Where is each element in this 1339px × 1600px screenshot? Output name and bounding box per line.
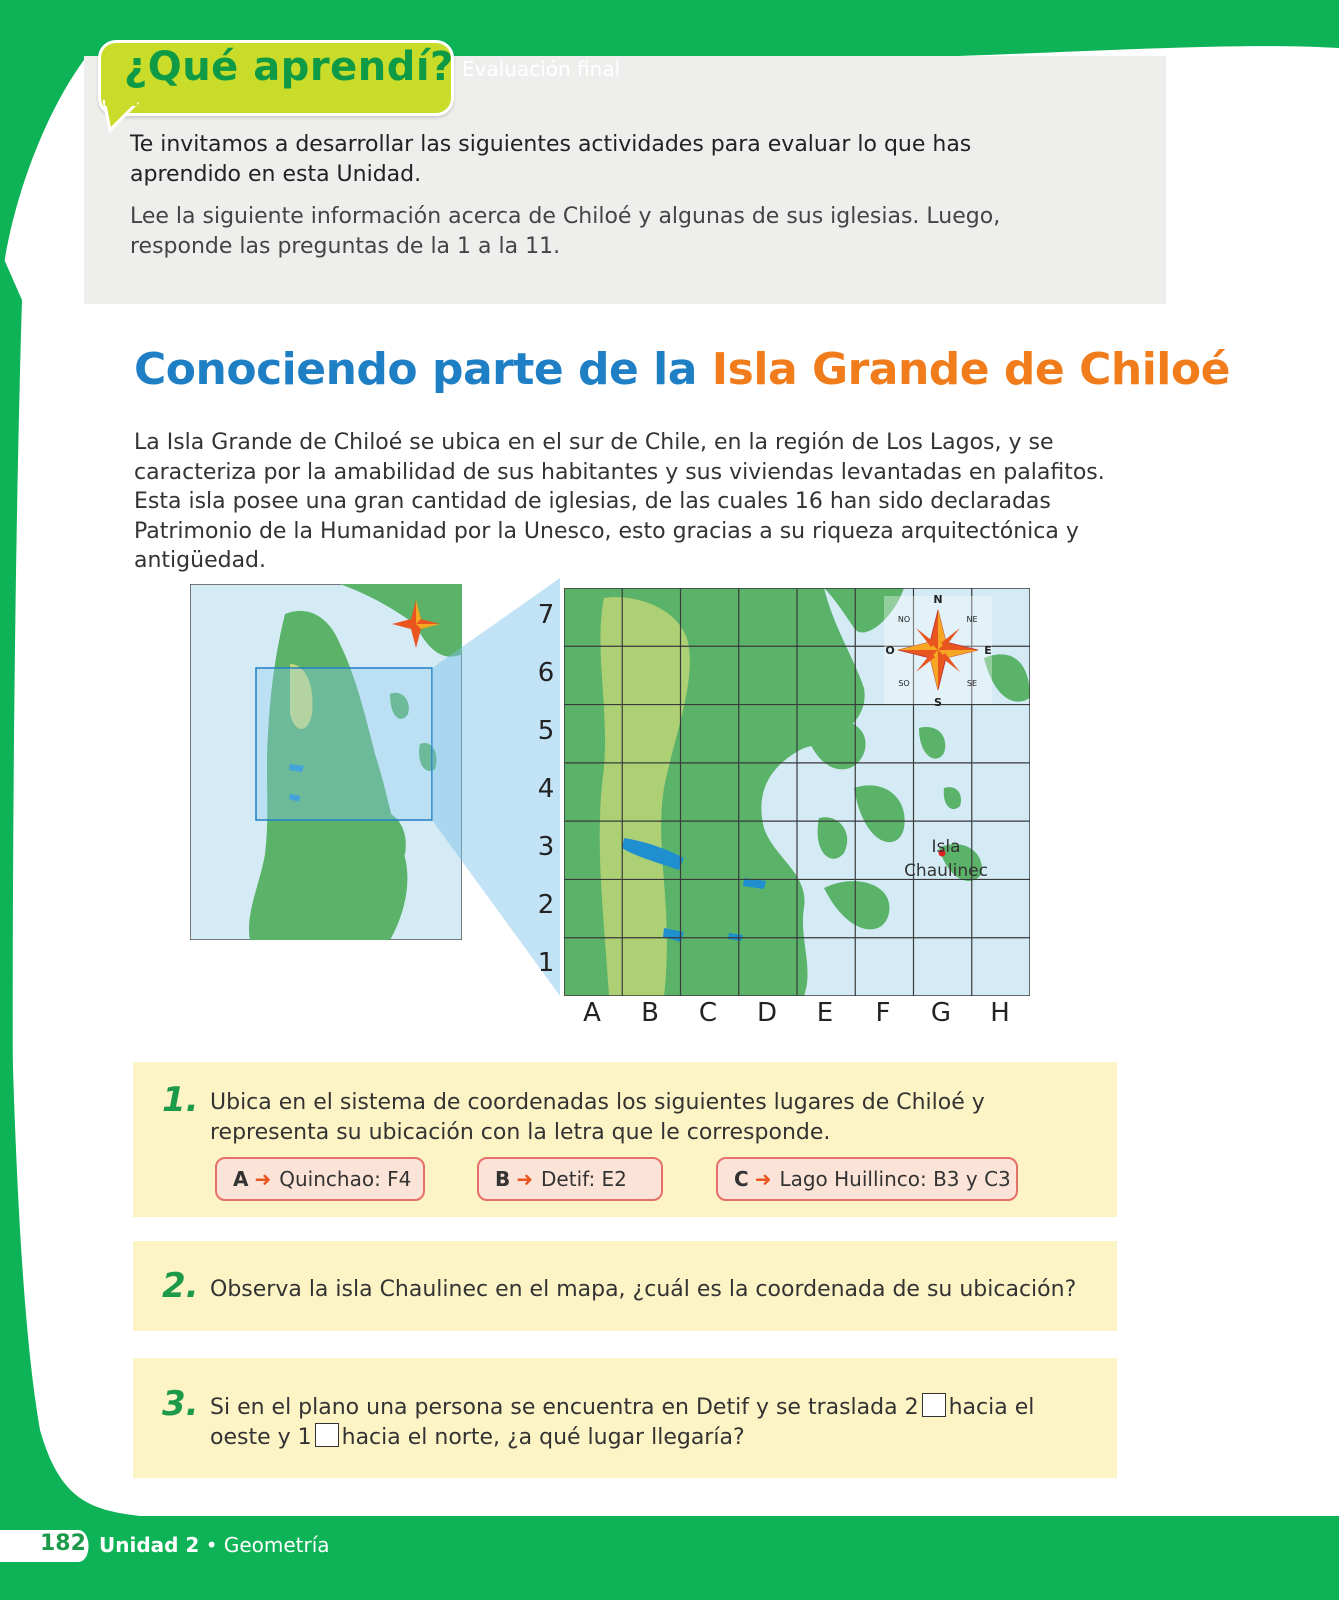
- chip-b: [477, 1157, 663, 1201]
- page-number: 182: [40, 1531, 86, 1556]
- col-label-d: D: [756, 998, 778, 1028]
- grid-map: [564, 588, 1030, 996]
- row-label-7: 7: [537, 600, 555, 630]
- question-3-text-a: Si en el plano una persona se encuentra en Detif y se traslada 2: [210, 1395, 919, 1420]
- chip-b-letter: B: [495, 1167, 511, 1191]
- svg-text:SE: SE: [966, 679, 978, 688]
- svg-text:O: O: [885, 644, 895, 657]
- section-title-part1: Conociendo parte de la: [134, 344, 697, 395]
- row-label-2: 2: [537, 890, 555, 920]
- svg-text:NE: NE: [966, 615, 978, 624]
- overview-map: [190, 584, 462, 940]
- chip-a-label: Quinchao: F4: [279, 1167, 412, 1191]
- island-label-line2: Chaulinec: [904, 861, 988, 881]
- col-label-b: B: [641, 998, 659, 1028]
- question-3-text-c: oeste y 1: [210, 1425, 312, 1450]
- section-title-part2: Isla Grande de Chiloé: [711, 344, 1230, 395]
- svg-text:SO: SO: [898, 679, 910, 688]
- intro-text-1: Te invitamos a desarrollar las siguientes actividades para evaluar lo que has aprendido en esta Unidad.: [130, 132, 972, 187]
- chip-a: [215, 1157, 425, 1201]
- svg-text:E: E: [984, 644, 992, 657]
- arrow-right-icon: ➜: [516, 1167, 534, 1191]
- col-label-c: C: [698, 998, 718, 1028]
- col-label-g: G: [930, 998, 952, 1028]
- footer-topic: Geometría: [223, 1533, 330, 1557]
- square-unit-icon: [315, 1423, 339, 1447]
- chip-c: [716, 1157, 1018, 1201]
- row-label-6: 6: [537, 658, 555, 688]
- question-3-text-b: hacia el: [948, 1395, 1035, 1420]
- island-label-line1: Isla: [931, 837, 961, 857]
- page-subtitle: Evaluación final: [462, 57, 621, 81]
- col-label-h: H: [990, 998, 1010, 1028]
- col-label-f: F: [875, 998, 891, 1028]
- question-2-text: Observa la isla Chaulinec en el mapa, ¿cuál es la coordenada de su ubicación?: [210, 1277, 1077, 1302]
- chip-c-letter: C: [734, 1167, 749, 1191]
- intro-text-2: Lee la siguiente información acerca de Chiloé y algunas de sus iglesias. Luego, responde las preguntas de la 1 a la 11.: [130, 204, 1001, 259]
- row-label-4: 4: [537, 774, 555, 804]
- section-body: La Isla Grande de Chiloé se ubica en el sur de Chile, en la región de Los Lagos, y se caracteriza por la amabilidad de sus habitantes y sus viviendas levantadas en palafitos. Esta isla posee una gran cantidad de iglesias, de las cuales 16 han sido declaradas Patrimonio de la Humanidad por la Unesco, esto gracias a su riqueza arquitectónica y antigüedad.: [134, 430, 1105, 573]
- chip-c-label: Lago Huillinco: B3 y C3: [779, 1167, 1011, 1191]
- arrow-right-icon: ➜: [754, 1167, 772, 1191]
- question-1-text: Ubica en el sistema de coordenadas los siguientes lugares de Chiloé y representa su ubicación con la letra que le corresponde.: [210, 1090, 985, 1145]
- col-label-a: A: [583, 998, 601, 1028]
- svg-text:N: N: [933, 593, 943, 606]
- row-label-5: 5: [537, 716, 555, 746]
- question-1-number: 1.: [162, 1080, 199, 1120]
- arrow-right-icon: ➜: [254, 1167, 272, 1191]
- question-2-number: 2.: [162, 1266, 199, 1306]
- bubble-tail: [100, 100, 140, 134]
- question-3-text-d: hacia el norte, ¿a qué lugar llegaría?: [341, 1425, 745, 1450]
- question-3-number: 3.: [162, 1384, 199, 1424]
- row-label-3: 3: [537, 832, 555, 862]
- chip-b-label: Detif: E2: [541, 1167, 627, 1191]
- question-3-text: [210, 1393, 1090, 1453]
- footer-unit: [99, 1533, 330, 1557]
- svg-text:NO: NO: [897, 615, 911, 624]
- section-title: [134, 344, 1230, 395]
- footer-unit-label: Unidad 2: [99, 1533, 200, 1557]
- square-unit-icon: [922, 1393, 946, 1417]
- chip-a-letter: A: [233, 1167, 249, 1191]
- badge-title: ¿Qué aprendí?: [124, 44, 454, 90]
- row-label-1: 1: [537, 948, 555, 978]
- svg-text:S: S: [934, 696, 942, 709]
- footer-separator: •: [205, 1533, 218, 1557]
- col-label-e: E: [816, 998, 834, 1028]
